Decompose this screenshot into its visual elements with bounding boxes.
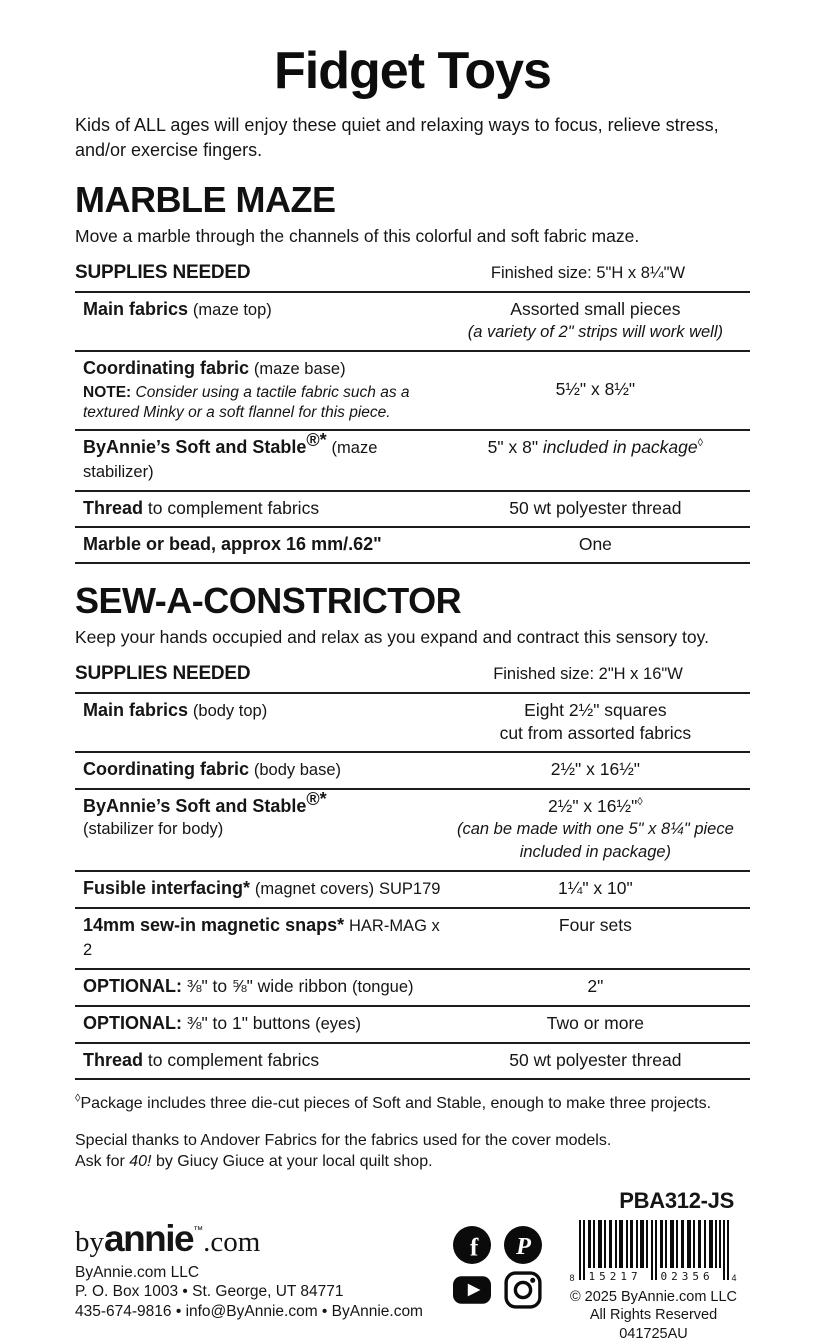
supply-item-note: (maze base) <box>253 359 346 378</box>
supplies-needed-label: SUPPLIES NEEDED <box>75 261 251 283</box>
supply-item-name: ⅜" to 1" buttons <box>186 1012 311 1033</box>
barcode-lead-digit: 8 <box>569 1272 575 1283</box>
supply-value: 1¼" x 10" <box>558 877 633 898</box>
supply-item-note: (maze top) <box>192 300 272 319</box>
svg-text:f: f <box>469 1233 479 1262</box>
collection-name: 40! <box>129 1152 152 1170</box>
publisher-block <box>75 1217 447 1322</box>
facebook-icon <box>453 1226 493 1264</box>
supply-value-note: (a variety of 2" strips will work well) <box>467 322 723 341</box>
row-soft-and-stable <box>75 788 750 870</box>
logo-annie: annie <box>104 1217 194 1259</box>
marble-maze-heading: MARBLE MAZE <box>75 178 336 220</box>
supply-item-name: Coordinating fabric <box>83 357 249 378</box>
supply-value: cut from assorted fabrics <box>499 722 692 743</box>
supply-value: 50 wt polyester thread <box>509 1049 682 1070</box>
svg-text:P: P <box>516 1232 531 1260</box>
optional-label: OPTIONAL: <box>83 1012 182 1033</box>
rights-line: All Rights Reserved <box>589 1307 718 1324</box>
ask-line-prefix: Ask for <box>75 1152 125 1170</box>
credits-text <box>75 1130 750 1172</box>
barcode-right-digits: 02356 <box>660 1269 714 1283</box>
supply-item-note: (stabilizer for body) <box>83 819 224 838</box>
instagram-icon <box>504 1271 544 1309</box>
row-marble <box>75 526 750 562</box>
supply-value: 5" x 8" <box>487 436 539 457</box>
package-footnote <box>75 1093 750 1114</box>
row-thread <box>75 490 750 526</box>
supply-item-name: ⅜" to ⅝" wide ribbon <box>186 975 348 996</box>
company-address: P. O. Box 1003 • St. George, UT 84771 <box>75 1283 344 1301</box>
note-label: NOTE: <box>83 383 132 401</box>
supply-item-note: to complement fabrics <box>147 497 320 518</box>
upc-barcode <box>569 1220 737 1284</box>
registered-mark: ®* <box>306 788 327 809</box>
footnote-marker: ◊ <box>637 795 643 808</box>
supply-item-code: SUP179 <box>379 879 441 898</box>
supply-item-code: HAR-MAG x 2 <box>83 916 440 959</box>
footer <box>75 1217 750 1343</box>
supply-item-name: 14mm sew-in magnetic snaps* <box>83 914 345 935</box>
supply-value: 5½" x 8½" <box>555 379 636 400</box>
supply-value: 2½" x 16½" <box>548 795 638 816</box>
supplies-header <box>75 663 750 692</box>
finished-size-text: Finished size: 5"H x 8¼"W <box>490 263 686 282</box>
version-code: 041725AU <box>619 1325 688 1342</box>
trademark-mark: ™ <box>193 1224 204 1236</box>
company-contact: 435-674-9816 • info@ByAnnie.com • ByAnnie.com <box>75 1302 423 1320</box>
supply-item-name: Thread <box>83 1049 144 1070</box>
supply-item-name: Main fabrics <box>83 298 189 319</box>
supply-note <box>83 383 430 423</box>
social-icons <box>453 1226 557 1309</box>
supply-item-name: ByAnnie’s Soft and Stable <box>83 436 307 457</box>
company-name: ByAnnie.com LLC <box>75 1263 200 1281</box>
supply-item-note: (magnet covers) <box>254 879 375 898</box>
ask-line-suffix: by Giucy Giuce at your local quilt shop. <box>155 1152 433 1170</box>
supply-value: 2" <box>587 975 604 996</box>
copyright-line: © 2025 ByAnnie.com LLC <box>569 1288 738 1305</box>
row-coordinating-fabric <box>75 751 750 788</box>
row-magnetic-snaps <box>75 907 750 968</box>
row-main-fabrics <box>75 692 750 751</box>
supply-item-note: (maze stabilizer) <box>83 438 378 481</box>
supply-value: Assorted small pieces <box>510 298 681 319</box>
registered-mark: ®* <box>306 429 327 450</box>
row-optional-buttons <box>75 1005 750 1042</box>
barcode-left-digits: 15217 <box>588 1269 642 1283</box>
supply-item-name: ByAnnie’s Soft and Stable <box>83 795 307 816</box>
marble-maze-supplies-table <box>75 291 750 564</box>
byannie-logo <box>75 1217 447 1259</box>
page-title: Fidget Toys <box>274 42 551 100</box>
supplies-needed-label: SUPPLIES NEEDED <box>75 662 251 684</box>
supply-item-note: (body base) <box>253 760 342 779</box>
section-marble-maze <box>75 179 750 564</box>
note-text: Consider using a tactile fabric such as a textured Minky or a soft flannel for this piece. <box>83 383 410 421</box>
row-fusible-interfacing <box>75 870 750 907</box>
logo-com: .com <box>203 1225 261 1258</box>
finished-size-text: Finished size: 2"H x 16"W <box>493 664 683 683</box>
footnote-marker: ◊ <box>75 1092 81 1105</box>
supply-item-note: (body top) <box>192 701 268 720</box>
footnote-marker: ◊ <box>697 436 704 449</box>
supply-item-note: (eyes) <box>315 1014 361 1033</box>
supplies-header <box>75 262 750 291</box>
optional-label: OPTIONAL: <box>83 975 182 996</box>
sew-a-constrictor-supplies-table <box>75 692 750 1080</box>
thanks-line: Special thanks to Andover Fabrics for the fabrics used for the cover models. <box>75 1131 612 1149</box>
supply-value: Two or more <box>546 1012 644 1033</box>
supply-item-name: Main fabrics <box>83 699 189 720</box>
sew-a-constrictor-description: Keep your hands occupied and relax as you expand and contract this sensory toy. <box>75 626 709 647</box>
supply-item-name: Thread <box>83 497 144 518</box>
row-main-fabrics <box>75 291 750 350</box>
supply-value-note: included in package) <box>519 842 672 861</box>
pinterest-icon <box>504 1226 544 1264</box>
section-sew-a-constrictor <box>75 580 750 1080</box>
package-footnote-text: Package includes three die-cut pieces of Soft and Stable, enough to make three projects. <box>80 1094 712 1112</box>
supply-value: 50 wt polyester thread <box>509 497 682 518</box>
supply-item-name: Coordinating fabric <box>83 758 249 779</box>
supply-value: Four sets <box>558 914 632 935</box>
supply-value: Eight 2½" squares <box>524 699 667 720</box>
supply-value: One <box>578 533 612 554</box>
row-optional-ribbon <box>75 968 750 1005</box>
row-coordinating-fabric <box>75 350 750 429</box>
supply-item-name: Marble or bead, approx 16 mm/.62" <box>83 533 382 554</box>
row-soft-and-stable <box>75 429 750 490</box>
sew-a-constrictor-heading: SEW-A-CONSTRICTOR <box>75 579 462 621</box>
supply-value-note: (can be made with one 5" x 8¼" piece <box>456 819 734 838</box>
youtube-icon <box>453 1271 493 1309</box>
supply-value: 2½" x 16½" <box>550 758 641 779</box>
barcode-block <box>557 1220 750 1343</box>
logo-by: by <box>75 1225 104 1258</box>
row-thread <box>75 1042 750 1078</box>
supply-item-name: Fusible interfacing* <box>83 877 251 898</box>
supply-item-note: (tongue) <box>352 977 414 996</box>
barcode-end-digit: 4 <box>731 1272 737 1283</box>
intro-text: Kids of ALL ages will enjoy these quiet and relaxing ways to focus, relieve stress, and/or exercise fingers. <box>75 114 719 160</box>
pattern-number: PBA312-JS <box>619 1187 734 1213</box>
supply-item-note: to complement fabrics <box>147 1049 320 1070</box>
supply-value-italic: included in package <box>542 436 698 457</box>
marble-maze-description: Move a marble through the channels of this colorful and soft fabric maze. <box>75 225 640 246</box>
